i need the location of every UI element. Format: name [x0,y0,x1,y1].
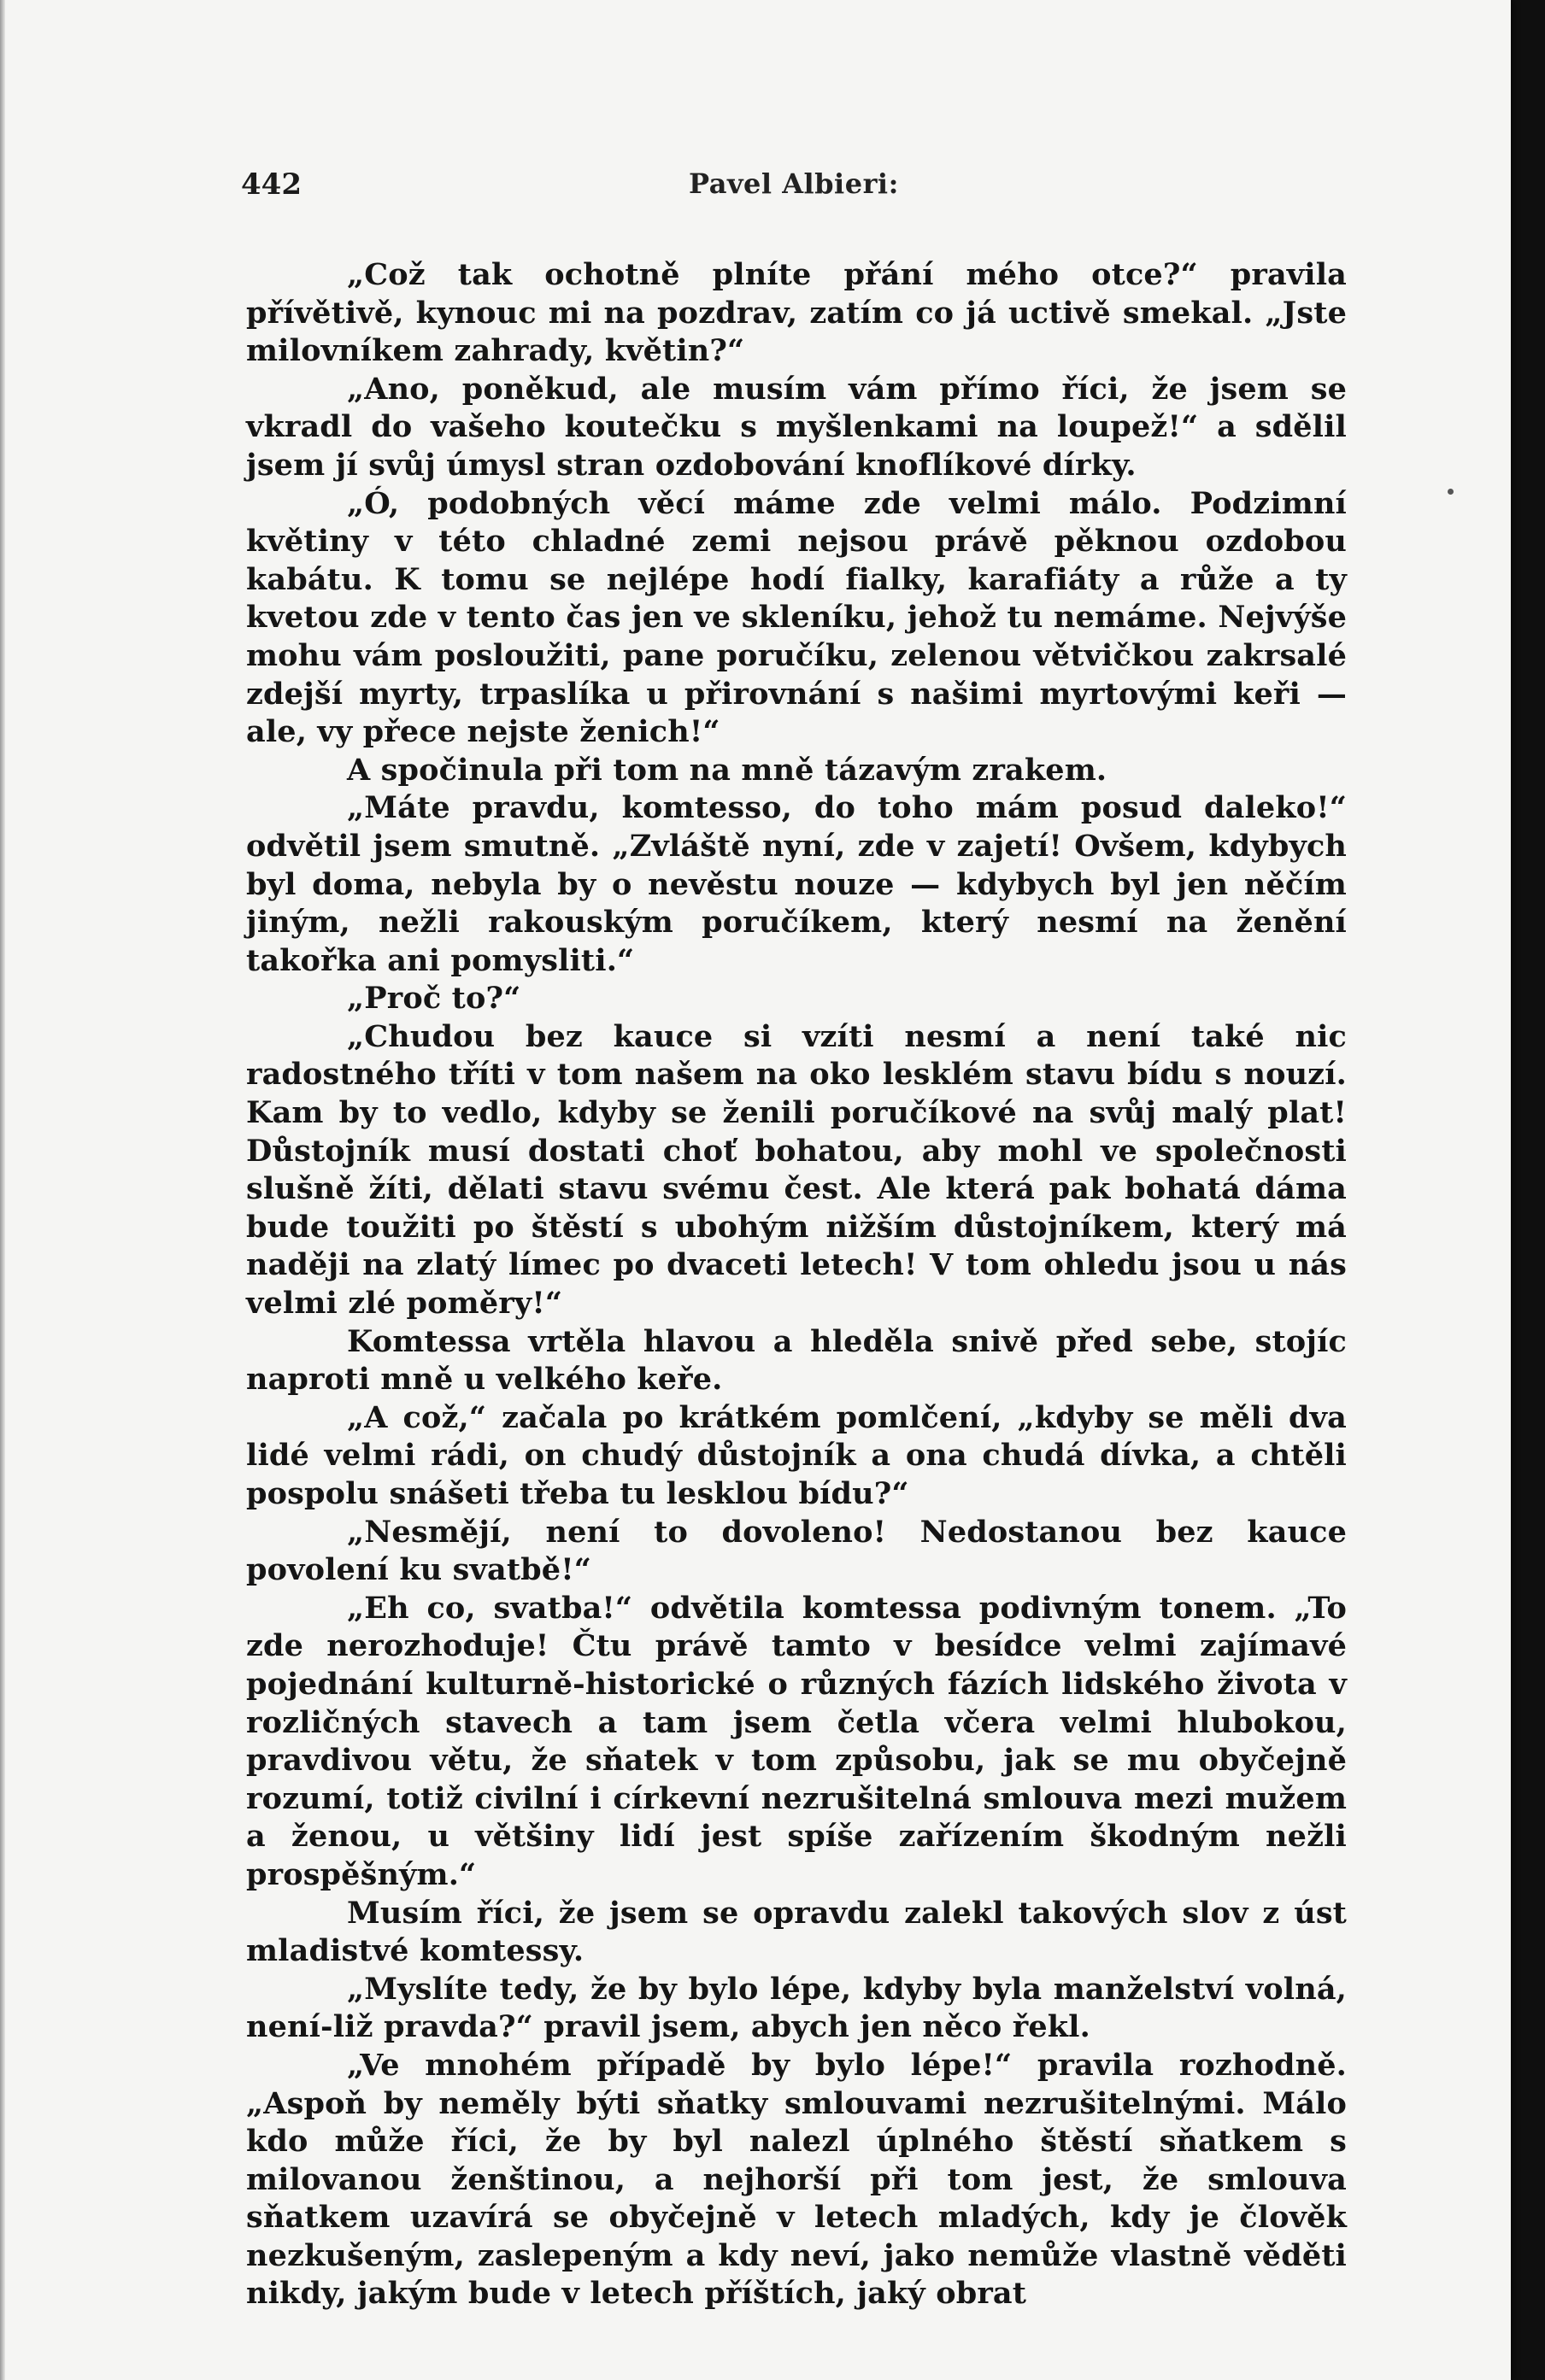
paragraph: „Ano, poněkud, ale musím vám přímo říci, že jsem se vkradl do vašeho koutečku s myšlenkami na loupež!“ a sdělil jsem jí svůj úmysl stran ozdobování knoflíkové dírky. [246,371,1347,483]
paragraph: „Chudou bez kauce si vzíti nesmí a není také nic radostného tříti v tom našem na oko lesklém stavu bídu s nouzí. Kam by to vedlo, kdyby se ženili poručíkové na svůj malý plat! Důstojník musí dostati choť bohatou, aby mohl ve společnosti slušně žíti, dělati stavu svému čest. Ale která pak bohatá dáma bude toužiti po štěstí s ubohým nižším důstojníkem, který má naději na zlatý límec po dvaceti letech! V tom ohledu jsou u nás velmi zlé poměry!“ [246,1018,1347,1322]
paragraph: „Ó, podobných věcí máme zde velmi málo. Podzimní květiny v této chladné zemi nejsou právě pěknou ozdobou kabátu. K tomu se nejlépe hodí fialky, karafiáty a růže a ty kvetou zde v tento čas jen ve skleníku, jehož tu nemáme. Nejvýše mohu vám posloužiti, pane poručíku, zelenou větvičkou zakrsalé zdejší myrty, trpaslíka u přirovnání s našimi myrtovými keři — ale, vy přece nejste ženich!“ [246,485,1347,750]
paragraph: A spočinula při tom na mně tázavým zrakem. [347,752,1107,788]
paragraph: „Eh co, svatba!“ odvětila komtessa podivným tonem. „To zde nerozhoduje! Čtu právě tamto v besídce velmi zajímavé pojednání kulturně-historické o různých fázích lidského života v rozličných stavech a tam jsem četla včera velmi hlubokou, pravdivou větu, že sňatek v tom způsobu, jak se mu obyčejně rozumí, totiž civilní i církevní nezrušitelná smlouva mezi mužem a ženou, u většiny lidí jest spíše zařízením škodným nežli prospěšným.“ [246,1590,1347,1892]
page-edge [0,0,5,2380]
paragraph: „Což tak ochotně plníte přání mého otce?“ pravila přívětivě, kynouc mi na pozdrav, zatím co já uctivě smekal. „Jste milovníkem zahrady, květin?“ [246,257,1347,369]
page-number: 442 [241,167,302,202]
paragraph: „A což,“ začala po krátkém pomlčení, „kdyby se měli dva lidé velmi rádi, on chudý důstojník a ona chudá dívka, a chtěli pospolu snášeti třeba tu lesklou bídu?“ [246,1399,1347,1511]
paragraph: Komtessa vrtěla hlavou a hleděla snivě před sebe, stojíc naproti mně u velkého keře. [246,1323,1347,1398]
paragraph: Musím říci, že jsem se opravdu zalekl takových slov z úst mladistvé komtessy. [246,1895,1347,1969]
paragraph: „Máte pravdu, komtesso, do toho mám posud daleko!“ odvětil jsem smutně. „Zvláště nyní, zde v zajetí! Ovšem, kdybych byl doma, nebyla by o nevěstu nouze — kdybych byl jen něčím jiným, nežli rakouským poručíkem, který nesmí na ženění takořka ani pomysliti.“ [246,790,1347,978]
paragraph: „Nesmějí, není to dovoleno! Nedostanou bez kauce povolení ku svatbě!“ [246,1514,1347,1588]
page-header [0,167,1511,210]
body-text [246,256,1347,2313]
running-title: Pavel Albieri: [689,167,899,200]
paragraph: „Myslíte tedy, že by bylo lépe, kdyby byla manželství volná, není-liž pravda?“ pravil jsem, abych jen něco řekl. [246,1971,1347,2045]
paragraph: „Ve mnohém případě by bylo lépe!“ pravila rozhodně. „Aspoň by neměly býti sňatky smlouvami nezrušitelnými. Málo kdo může říci, že by byl nalezl úplného štěstí sňatkem s milovanou ženštinou, a nejhorší při tom jest, že smlouva sňatkem uzavírá se obyčejně v letech mladých, kdy je člověk nezkušeným, zaslepeným a kdy neví, jako nemůže vlastně věděti nikdy, jakým bude v letech příštích, jaký obrat [246,2047,1347,2312]
paragraph: „Proč to?“ [347,981,521,1017]
print-speck [1448,489,1454,495]
